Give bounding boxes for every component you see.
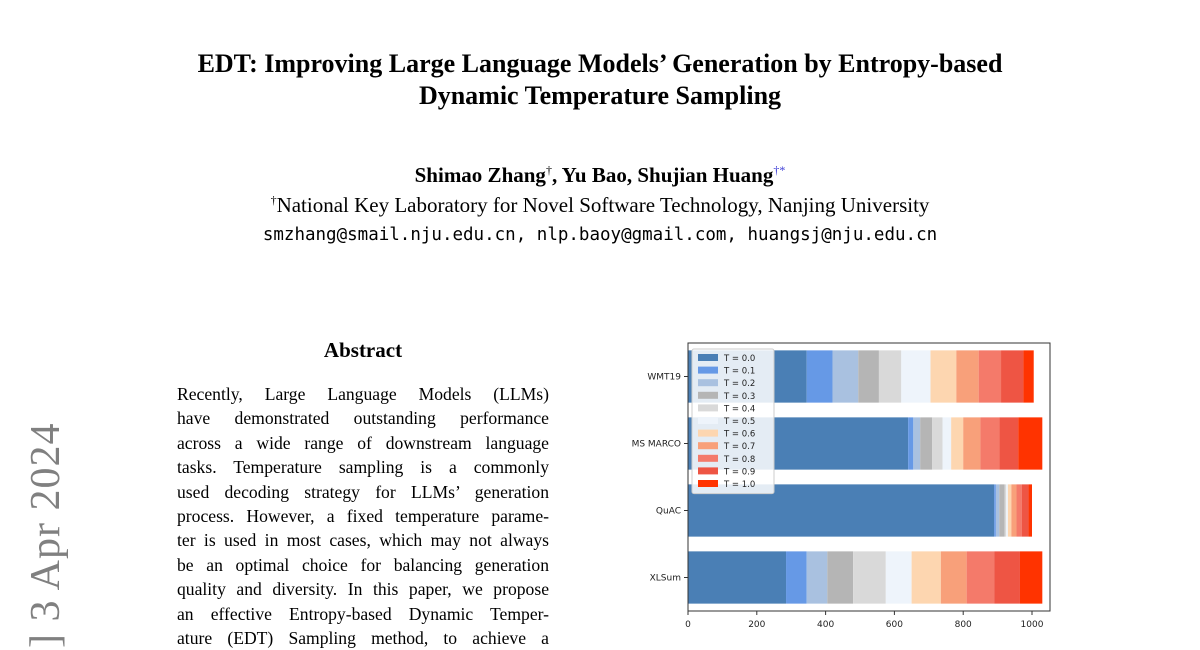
legend-label: T = 0.3 xyxy=(724,391,756,402)
bar-segment xyxy=(853,551,886,603)
bar-segment xyxy=(1020,551,1042,603)
affiliation xyxy=(0,192,1200,218)
bar-segment xyxy=(943,417,952,469)
abstract-line: be an optimal choice for balancing generation xyxy=(177,554,549,575)
bar-segment xyxy=(1022,484,1029,536)
legend-label: T = 0.5 xyxy=(724,417,756,427)
abstract-line: ter is used in most cases, which may not always xyxy=(177,530,549,551)
abstract-line: used decoding strategy for LLMs’ generation xyxy=(177,481,549,502)
bar-segment xyxy=(956,350,978,402)
bar-segment xyxy=(786,551,807,603)
legend-swatch xyxy=(698,392,718,399)
bar-segment xyxy=(1004,484,1006,536)
stacked-bar-chart xyxy=(610,335,1060,635)
author-mark: † xyxy=(545,163,552,177)
bar-segment xyxy=(807,350,833,402)
y-tick-label: WMT19 xyxy=(647,372,681,383)
bar-segment xyxy=(920,417,932,469)
bar-segment xyxy=(979,350,1001,402)
abstract-line: process. However, a fixed temperature parame- xyxy=(177,505,549,526)
legend-label: T = 0.1 xyxy=(724,366,756,377)
x-tick-label: 400 xyxy=(817,620,835,630)
legend-label: T = 0.8 xyxy=(724,454,756,465)
author-name: Shujian Huang xyxy=(637,163,774,187)
bar-segment xyxy=(858,350,879,402)
legend-swatch xyxy=(698,442,718,449)
x-tick-label: 600 xyxy=(885,620,903,630)
legend-swatch xyxy=(698,417,718,424)
bar-segment xyxy=(1008,484,1011,536)
legend-swatch xyxy=(698,367,718,374)
legend-swatch xyxy=(698,480,718,487)
bar-segment xyxy=(912,551,941,603)
bar-segment xyxy=(941,551,967,603)
bar-segment xyxy=(980,417,999,469)
abstract-line: across a wide range of downstream language xyxy=(177,432,549,453)
abstract-line: ature (EDT) Sampling method, to achieve a xyxy=(177,627,549,648)
bar-segment xyxy=(908,417,913,469)
bar-segment xyxy=(1023,350,1033,402)
bar-segment xyxy=(832,350,858,402)
abstract-line: Recently, Large Language Models (LLMs) xyxy=(177,384,549,404)
bar-segment xyxy=(1017,484,1022,536)
bar-segment xyxy=(879,350,901,402)
bar-segment xyxy=(994,484,996,536)
bar-segment xyxy=(994,551,1020,603)
legend-swatch xyxy=(698,455,718,462)
arxiv-stamp: ] 3 Apr 2024 xyxy=(23,422,69,648)
bar-segment xyxy=(688,551,786,603)
legend-swatch xyxy=(698,379,718,386)
author-list: Shimao Zhang†, Yu Bao, Shujian Huang†* xyxy=(414,163,786,187)
affiliation-text: National Key Laboratory for Novel Software Technology, Nanjing University xyxy=(276,193,930,217)
bar-segment xyxy=(901,350,930,402)
author-mark: †* xyxy=(773,163,786,177)
bar-segment xyxy=(807,551,828,603)
x-tick-label: 800 xyxy=(954,620,972,630)
x-tick-label: 0 xyxy=(685,620,691,630)
bar-segment xyxy=(1011,484,1016,536)
legend-swatch xyxy=(698,404,718,411)
y-tick-label: XLSum xyxy=(649,573,681,584)
legend-label: T = 0.6 xyxy=(724,429,756,440)
figure-chart xyxy=(610,335,1060,635)
bar-segment xyxy=(1029,484,1032,536)
bar-segment xyxy=(1018,417,1042,469)
legend-label: T = 0.4 xyxy=(724,404,756,415)
title-line-2: Dynamic Temperature Sampling xyxy=(418,81,782,110)
bar-segment xyxy=(1006,484,1008,536)
bar-segment xyxy=(932,417,942,469)
affiliation-mark: † xyxy=(270,193,277,207)
y-tick-label: MS MARCO xyxy=(631,439,681,450)
abstract-line: quality and diversity. In this paper, we propose xyxy=(177,579,549,600)
x-tick-label: 1000 xyxy=(1020,620,1044,630)
legend-swatch xyxy=(698,430,718,437)
x-tick-label: 200 xyxy=(748,620,766,630)
legend-label: T = 0.9 xyxy=(724,467,756,478)
abstract-line: tasks. Temperature sampling is a commonly xyxy=(177,457,549,478)
bar-segment xyxy=(886,551,912,603)
author-name: Shimao Zhang xyxy=(414,163,546,187)
paper-title xyxy=(0,48,1200,112)
bar-segment xyxy=(931,350,957,402)
author-name: Yu Bao xyxy=(561,163,627,187)
legend-swatch xyxy=(698,467,718,474)
bar-segment xyxy=(999,417,1018,469)
abstract-body xyxy=(177,382,549,650)
legend-label: T = 0.0 xyxy=(724,354,756,364)
bar-segment xyxy=(827,551,853,603)
bar-segment xyxy=(1001,350,1023,402)
author-emails: smzhang@smail.nju.edu.cn, nlp.baoy@gmail.com, huangsj@nju.edu.cn xyxy=(262,225,938,245)
bar-segment xyxy=(967,551,995,603)
bar-segment xyxy=(951,417,963,469)
bar-segment xyxy=(913,417,920,469)
legend-label: T = 0.2 xyxy=(724,379,756,390)
legend-label: T = 1.0 xyxy=(724,480,756,490)
legend-label: T = 0.7 xyxy=(724,442,756,453)
bar-segment xyxy=(963,417,980,469)
title-line-1: EDT: Improving Large Language Models’ Generation by Entropy-based xyxy=(197,49,1003,78)
abstract-line: an effective Entropy-based Dynamic Temper- xyxy=(177,603,549,624)
y-tick-label: QuAC xyxy=(655,506,681,517)
abstract-line: have demonstrated outstanding performance xyxy=(177,408,549,429)
bar-segment xyxy=(999,484,1004,536)
abstract-heading: Abstract xyxy=(323,338,403,362)
bar-segment xyxy=(996,484,999,536)
legend-swatch xyxy=(698,354,718,361)
